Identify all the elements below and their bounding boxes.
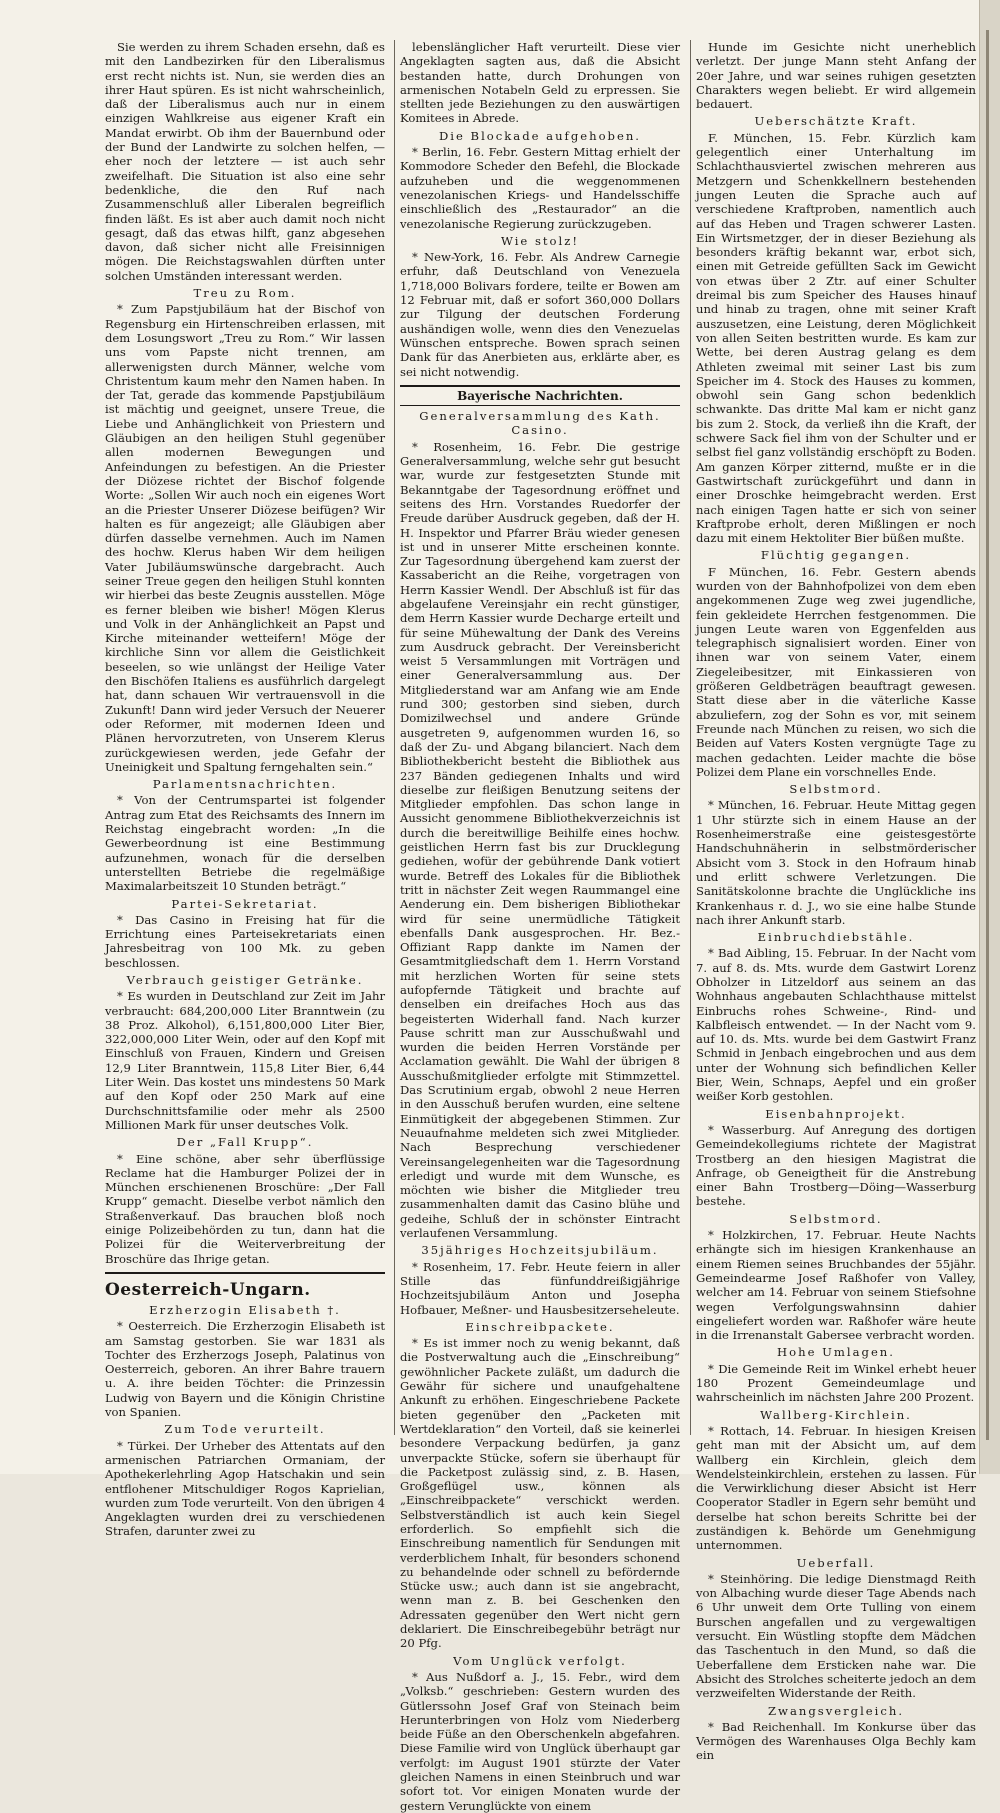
heading-zum-tode: Zum Tode verurteilt.: [164, 1422, 326, 1437]
column-divider: [690, 40, 691, 1435]
heading-eisenbahnprojekt: Eisenbahnprojekt.: [765, 1106, 907, 1121]
heading-einschreibpackete: Einschreibpackete.: [465, 1319, 615, 1334]
article-einbruchdiebstaehle: * Bad Aibling, 15. Februar. In der Nacht vom 7. auf 8. ds. Mts. wurde dem Gastwirt Lorenz Obholzer in Litzeldorf aus seinem an das Wohnhaus angebauten Schlachthause mittelst Einbruchs rohes Schweine-, Rind- und Kalbfleisch entwendet. — In der Nacht vom 9. auf 10. ds. Mts. wurde bei dem Gastwirt Franz Schmid in Jenbach eingebrochen und aus dem unter der Wohnung sich befindlichen Keller Bier, Wein, Schnaps, Aepfel und ein großer weißer Korb gestohlen.: [696, 946, 976, 1104]
article-hochzeitsjubilaeum: * Rosenheim, 17. Febr. Heute feiern in aller Stille das fünfunddreißigjährige Hochzeitsjubiläum Anton und Josepha Hofbauer, Meßner- und Hausbesitzerseheleute.: [400, 1259, 680, 1317]
article-unglueck: * Aus Nußdorf a. J., 15. Febr., wird dem „Volksb.“ geschrieben: Gestern wurden des Gütlerssohn Josef Graf von Steinach beim Herunterbringen von Holz vom Niederberg beide Füße an den Oberschenkeln abgefahren. Diese Familie wird von Unglück überhaupt gar verfolgt: im August 1901 stürzte der Vater gleichen Namens in einen Steinbruch und war sofort tot. Vor einigen Monaten wurde der gestern Verunglückte von einem: [400, 1669, 680, 1813]
article-eisenbahnprojekt: * Wasserburg. Auf Anregung des dortigen Gemeindekollegiums richtete der Magistrat Trostberg an den hiesigen Magistrat die Anfrage, ob Geneigtheit für die Anstrebung einer Bahn Trostberg—Döing—Wasserburg bestehe.: [696, 1122, 976, 1209]
article-wie-stolz: * New-York, 16. Febr. Als Andrew Carnegie erfuhr, daß Deutschland von Venezuela 1,718,000 Bolivars fordere, teilte er Bowen am 12 Februar mit, daß er sofort 360,000 Dollars zur Tilgung der deutschen Forderung aushändigen wolle, wenn dies den Venezuelas Wünschen entspreche. Bowen sprach seinen Dank für das Anerbieten aus, erklärte aber, es sei nicht notwendig.: [400, 250, 680, 379]
heading-partei-sekretariat: Partei-Sekretariat.: [171, 896, 319, 911]
heading-fluechtig: Flüchtig gegangen.: [760, 548, 912, 563]
heading-selbstmord-2: Selbstmord.: [789, 1211, 883, 1226]
article-zwangsvergleich: * Bad Reichenhall. Im Konkurse über das Vermögen des Warenhauses Olga Bechly kam ein: [696, 1719, 976, 1763]
article-parlament: * Von der Centrumspartei ist folgender Antrag zum Etat des Reichsamts des Innern im Reichstag eingebracht worden: „In die Gewerbeordnung ist eine Bestimmung aufzunehmen, wonach für die derselben unterstellten Betriebe die regelmäßige Maximalarbeitszeit 10 Stunden beträgt.“: [105, 793, 385, 894]
heading-ueberschaetzte-kraft: Ueberschätzte Kraft.: [754, 114, 918, 129]
article-wallberg-kirchlein: * Rottach, 14. Februar. In hiesigen Kreisen geht man mit der Absicht um, auf dem Wallberg ein Kirchlein, gleich dem Wendelsteinkirchlein, erstehen zu lassen. Für die Verwirklichung dieser Absicht ist Herr Cooperator Stadler in Egern sehr bemüht und derselbe hat schon bereits Schritte bei der zuständigen k. Behörde um Genehmigung unternommen.: [696, 1423, 976, 1553]
article-einschreibpackete: * Es ist immer noch zu wenig bekannt, daß die Postverwaltung auch die „Einschreibung“ gewöhnlicher Packete zuläßt, um dadurch die Gewähr für sichere und unaufgehaltene Ankunft zu erhöhen. Eingeschriebene Packete bieten gegenüber den „Packeten mit Wertdeklaration“ den Vorteil, daß sie keinerlei besondere Verpackung bedürfen, ja ganz unverpackte Stücke, sofern sie überhaupt für die Packetpost zulässig sind, z. B. Hasen, Großgeflügel usw., können als „Einschreibpackete“ verschickt werden. Selbstverständlich ist auch kein Siegel erforderlich. So empfiehlt sich die Einschreibung namentlich für Sendungen mit verderblichem Inhalt, für besonders schonend zu behandelnde oder schnell zu befördernde Stücke usw.; auch dann ist sie angebracht, wenn man z. B. bei Geschenken den Adressaten gegenüber den Wert nicht gern deklariert. Die Einschreibegebühr beträgt nur 20 Pfg.: [400, 1336, 680, 1651]
heading-hohe-umlagen: Hohe Umlagen.: [777, 1345, 895, 1360]
heading-einbruchdiebstaehle: Einbruchdiebstähle.: [757, 930, 915, 945]
column-divider: [394, 40, 395, 1435]
heading-unglueck: Vom Unglück verfolgt.: [453, 1653, 627, 1668]
article-blockade: * Berlin, 16. Febr. Gestern Mittag erhielt der Kommodore Scheder den Befehl, die Blockade aufzuheben und die weggenommenen venezolanischen Kriegs- und Handelsschiffe einschließlich des „Restaurador“ an die venezolanische Regierung zurückzugeben.: [400, 145, 680, 231]
article-hohe-umlagen: * Die Gemeinde Reit im Winkel erhebt heuer 180 Prozent Gemeindeumlage und wahrscheinlich im nächsten Jahre 200 Prozent.: [696, 1361, 976, 1405]
heading-hochzeitsjubilaeum: 35jähriges Hochzeitsjubiläum.: [421, 1243, 659, 1258]
article-fluechtig: F München, 16. Febr. Gestern abends wurden von der Bahnhofpolizei von dem eben angekommenen Zuge weg zwei jugendliche, fein gekleidete Herrchen festgenommen. Die jungen Leute waren von Eggenfelden aus telegraphisch signalisiert worden. Einer von ihnen war von seinem Vater, einem Ziegeleibesitzer, mit Einkassieren von größeren Geldbeträgen beauftragt gewesen. Statt diese aber in die väterliche Kasse abzuliefern, zog der Sohn es vor, mit seinem Freunde nach München zu reisen, wo sich die Beiden auf Vaters Kosten vergnügte Tage zu machen gedachten. Leider machte die böse Polizei dem Plane ein vorschnelles Ende.: [696, 564, 976, 779]
heading-zwangsvergleich: Zwangsvergleich.: [767, 1703, 905, 1718]
article-selbstmord-2: * Holzkirchen, 17. Februar. Heute Nachts erhängte sich im hiesigen Krankenhause an einem Riemen seines Bruchbandes der 55jähr. Gemeindearme Josef Raßhofer von Valley, welcher am 14. Februar von seinem Stiefsohne wegen Verfolgungswahnsinn dahier eingeliefert worden war. Raßhofer wäre heute in die Irrenanstalt Gabersee verbracht worden.: [696, 1228, 976, 1343]
heading-fall-krupp: Der „Fall Krupp“.: [176, 1135, 314, 1150]
column-3: [696, 40, 976, 1763]
section-heading-bayerische-nachrichten: Bayerische Nachrichten.: [400, 385, 680, 406]
article-treu-zu-rom: * Zum Papstjubiläum hat der Bischof von Regensburg ein Hirtenschreiben erlassen, mit dem Losungswort „Treu zu Rom.“ Wir lassen uns vom Papste nicht trennen, am allerwenigsten durch Männer, welche vom Christentum kaum mehr den Namen haben. In der Tat, gerade das kommende Papstjubiläum ist mächtig und geeignet, unsere Treue, die Liebe und Anhänglichkeit von Priestern und Gläubigen an den heiligen Stuhl gegenüber allen modernen Bewegungen und Anfeindungen zu befestigen. An die Priester der Diözese richtet der Bischof folgende Worte: „Sollen Wir auch noch ein eigenes Wort an die Priester Unserer Diözese beifügen? Wir halten es für angezeigt; alle Gläubigen aber dürfen dasselbe vernehmen. Auch im Namen des hochw. Klerus haben Wir dem heiligen Vater Jubiläumswünsche dargebracht. Auch seiner Treue gegen den heiligen Stuhl konnten wir hierbei das beste Zeugnis ausstellen. Möge es ferner bleiben wie bisher! Mögen Klerus und Volk in der Anhänglichkeit an Papst und Kirche miteinander wetteifern! Möge der kirchliche Sinn vor allem die Geistlichkeit beseelen, so wie unlängst der Heilige Vater den Bischöfen Italiens es ausführlich dargelegt hat, dann schauen Wir vertrauensvoll in die Zukunft! Dann wird jeder Versuch der Neuerer oder Reformer, mit modernen Ideen und Plänen hervorzutreten, von Unserem Klerus zurückgewiesen werden, jede Gefahr der Uneinigkeit und Spaltung ferngehalten sein.“: [105, 302, 385, 774]
heading-treu-zu-rom: Treu zu Rom.: [193, 286, 297, 301]
heading-ueberfall: Ueberfall.: [796, 1555, 876, 1570]
article-erzherzogin: * Oesterreich. Die Erzherzogin Elisabeth ist am Samstag gestorben. Sie war 1831 als Tochter des Erzherzogs Joseph, Palatinus von Oesterreich, geboren. An ihrer Bahre trauern u. A. ihre beiden Töchter: die Prinzessin Ludwig von Bayern und die Königin Christine von Spanien.: [105, 1319, 385, 1420]
article-selbstmord: * München, 16. Februar. Heute Mittag gegen 1 Uhr stürzte sich in einem Hause an der Rosenheimerstraße eine geistesgestörte Handschuhnäherin in selbstmörderischer Absicht vom 3. Stock in den Hofraum hinab und erlitt schwere Verletzungen. Die Sanitätskolonne brachte die Unglückliche ins Krankenhaus r. d. J., wo sie eine halbe Stunde nach ihrer Ankunft starb.: [696, 798, 976, 927]
article-ueberfall: * Steinhöring. Die ledige Dienstmagd Reith von Albaching wurde dieser Tage Abends nach 6 Uhr unweit dem Orte Tulling von einem Burschen angefallen und zu vergewaltigen versucht. Ein Wüstling stopfte dem Mädchen das Taschentuch in den Mund, so daß die Ueberfallene dem Ersticken nahe war. Die Absicht des Strolches scheiterte jedoch an dem verzweifelten Widerstande der Reith.: [696, 1571, 976, 1701]
article-fall-krupp: * Eine schöne, aber sehr überflüssige Reclame hat die Hamburger Polizei der in München erschienenen Broschüre: „Der Fall Krupp“ gemacht. Dieselbe verbot nämlich den Straßenverkauf. Das brauchen bloß noch einige Polizeibehörden zu tun, dann hat die Polizei für die Weiterverbreitung der Broschüre das Ihrige getan.: [105, 1151, 385, 1266]
heading-erzherzogin: Erzherzogin Elisabeth †.: [149, 1302, 341, 1317]
column-2: [400, 40, 680, 1813]
article-continuation: Hunde im Gesichte nicht unerheblich verletzt. Der junge Mann steht Anfang der 20er Jahre, und war seines ruhigen gesetzten Charakters wegen beliebt. Er wird allgemein bedauert.: [696, 40, 976, 112]
heading-verbrauch: Verbrauch geistiger Getränke.: [126, 973, 364, 987]
article-generalversammlung: * Rosenheim, 16. Febr. Die gestrige Generalversammlung, welche sehr gut besucht war, wurde zur festgesetzten Stunde mit Bekanntgabe der Tagesordnung eröffnet und seitens des Hrn. Vorstandes Ruedorfer der Freude darüber Ausdruck gegeben, daß der H. H. Inspektor und Pfarrer Bräu wieder genesen ist und in unserer Mitte erscheinen konnte. Zur Tagesordnung übergehend kam zuerst der Kassabericht an die Reihe, vorgetragen von Herrn Kassier Wendl. Der Abschluß ist für das abgelaufene Vereinsjahr ein recht günstiger, dem Herrn Kassier wurde Decharge erteilt und für seine Mühewaltung der Dank des Vereins zum Ausdruck gebracht. Der Vereinsbericht weist 5 Versammlungen mit Vorträgen und einer Generalversammlung aus. Der Mitgliederstand war am Anfang wie am Ende rund 300; gestorben sind sieben, durch Domizilwechsel und andere Gründe ausgetreten 9, aufgenommen wurden 16, so daß der Zu- und Abgang bilanciert. Nach dem Bibliothekbericht besteht die Bibliothek aus 237 Bänden gediegenen Inhalts und wird dieselbe zur fleißigen Benutzung seitens der Mitglieder empfohlen. Das schon lange in Aussicht genommene Bibliothekverzeichnis ist durch die bereitwillige Beihilfe eines hochw. geistlichen Herrn fast bis zur Drucklegung gediehen, wofür der gebührende Dank votiert wurde. Betreff des Lokales für die Bibliothek tritt in nächster Zeit wegen Raummangel eine Aenderung ein. Dem bisherigen Bibliothekar wird für seine unermüdliche Tätigkeit ebenfalls Dank ausgesprochen. Hr. Bez.-Offiziant Rapp dankte im Namen der Gesamtmitgliedschaft dem 1. Herrn Vorstand mit herzlichen Worten für seine stets aufopfernde Tätigkeit und brachte auf denselben ein dreifaches Hoch aus das begeisterten Widerhall fand. Nach kurzer Pause schritt man zur Ausschußwahl und wurden die beiden Herren Vorstände per Acclamation gewählt. Die Wahl der übrigen 8 Ausschußmitglieder erfolgte mit Stimmzettel. Das Scrutinium ergab, obwohl 2 neue Herren in den Ausschuß berufen wurden, eine seltene Einmütigkeit der abgegebenen Stimmen. Zur Neuaufnahme meldeten sich zwei Mitglieder. Nach Besprechung verschiedener Vereinsangelegenheiten war die Tagesordnung erledigt und wurde mit dem Wunsche, es möchten wie bisher die Mitglieder treu zusammenhalten damit das Casino blühe und gedeihe, Schluß der in schönster Eintracht verlaufenen Versammlung.: [400, 439, 680, 1241]
article-verbrauch: * Es wurden in Deutschland zur Zeit im Jahr verbraucht: 684,200,000 Liter Branntwein (zu 38 Proz. Alkohol), 6,151,800,000 Liter Bier, 322,000,000 Liter Wein, oder auf den Kopf mit Einschluß von Frauen, Kindern und Greisen 12,9 Liter Branntwein, 115,8 Liter Bier, 6,44 Liter Wein. Das kostet uns mindestens 50 Mark auf den Kopf oder 250 Mark auf eine Durchschnittsfamilie oder mehr als 2500 Millionen Mark für unser deutsches Volk.: [105, 989, 385, 1132]
heading-generalversammlung: Generalversammlung des Kath. Casino.: [419, 409, 661, 438]
article-partei-sekretariat: * Das Casino in Freising hat für die Errichtung eines Parteisekretariats einen Jahresbeitrag von 100 Mk. zu geben beschlossen.: [105, 912, 385, 970]
heading-blockade: Die Blockade aufgehoben.: [439, 128, 641, 143]
binding-line: [986, 30, 989, 1440]
page-binding-edge: [979, 0, 1000, 1474]
section-heading-oesterreich-ungarn: Oesterreich-Ungarn.: [105, 1272, 385, 1300]
article-ueberschaetzte-kraft: F. München, 15. Febr. Kürzlich kam gelegentlich einer Unterhaltung im Schlachthausviertel zwischen mehreren aus Metzgern und Schenkkellnern bestehenden jungen Leuten die Sprache auch auf verschiedene Kraftproben, namentlich auch auf das Heben und Tragen schwerer Lasten. Ein Wirtsmetzger, der in dieser Beziehung als besonders kräftig bekannt war, erbot sich, einen mit Getreide gefüllten Sack im Gewicht von etwas über 2 Ztr. auf einer Schulter dreimal bis zum Speicher des Hauses hinauf und hinab zu tragen, ohne mit seiner Kraft auszusetzen, eine Leistung, deren Möglichkeit von allen Seiten bestritten wurde. Es kam zur Wette, bei deren Austrag gelang es dem Athleten zweimal mit seiner Last bis zum Speicher im 4. Stock des Hauses zu kommen, obwohl sein Gang schon bedenklich schwankte. Das dritte Mal kam er nicht ganz bis zum 2. Stock, da verließ ihn die Kraft, der schwere Sack fiel ihm von der Schulter und er selbst fiel ganz vollständig erschöpft zu Boden. Am ganzen Körper zitternd, mußte er in die Gastwirtschaft zurückgeführt und dann in einer Droschke heimgebracht werden. Erst nach einigen Tagen hatte er sich von seiner Kraftprobe erholt, deren Mißlingen er noch dazu mit einem Hektoliter Bier büßen mußte.: [696, 130, 976, 546]
heading-selbstmord: Selbstmord.: [789, 782, 883, 797]
column-1: [105, 40, 385, 1539]
heading-wallberg-kirchlein: Wallberg-Kirchlein.: [760, 1407, 912, 1422]
heading-parlament: Parlamentsnachrichten.: [152, 777, 338, 792]
article-liberalism: Sie werden zu ihrem Schaden ersehn, daß es mit den Landbezirken für den Liberalismus erst recht nichts ist. Nun, sie werden dies an ihrer Haut spüren. Es ist nicht wahrscheinlich, daß der Liberalismus auch nur in einem einzigen Wahlkreise aus eigener Kraft ein Mandat erwirbt. Ob ihm der Bauernbund oder der Bund der Landwirte zu solchen helfen, — eher noch der letztere — ist auch sehr zweifelhaft. Die Situation ist also eine sehr bedenkliche, die den Ruf nach Zusammenschluß aller Liberalen begreiflich finden läßt. Es ist aber auch damit noch nicht gesagt, daß das etwas hilft, ganz abgesehen davon, daß sicher nicht alle Freisinnigen mögen. Die Reichstagswahlen dürften unter solchen Umständen interessant werden.: [105, 40, 385, 283]
article-continuation: lebenslänglicher Haft verurteilt. Diese vier Angeklagten sagten aus, daß die Absicht bestanden hatte, durch Drohungen von armenischen Notabeln Geld zu erpressen. Sie stellten jede Beziehungen zu den auswärtigen Komitees in Abrede.: [400, 40, 680, 126]
article-zum-tode: * Türkei. Der Urheber des Attentats auf den armenischen Patriarchen Ormaniam, der Apothekerlehrling Agop Hatschakin und sein entflohener Mitschuldiger Rogos Kaprielian, wurden zum Tode verurteilt. Von den übrigen 4 Angeklagten wurden drei zu verschiedenen Strafen, darunter zwei zu: [105, 1438, 385, 1539]
heading-wie-stolz: Wie stolz!: [500, 233, 580, 248]
